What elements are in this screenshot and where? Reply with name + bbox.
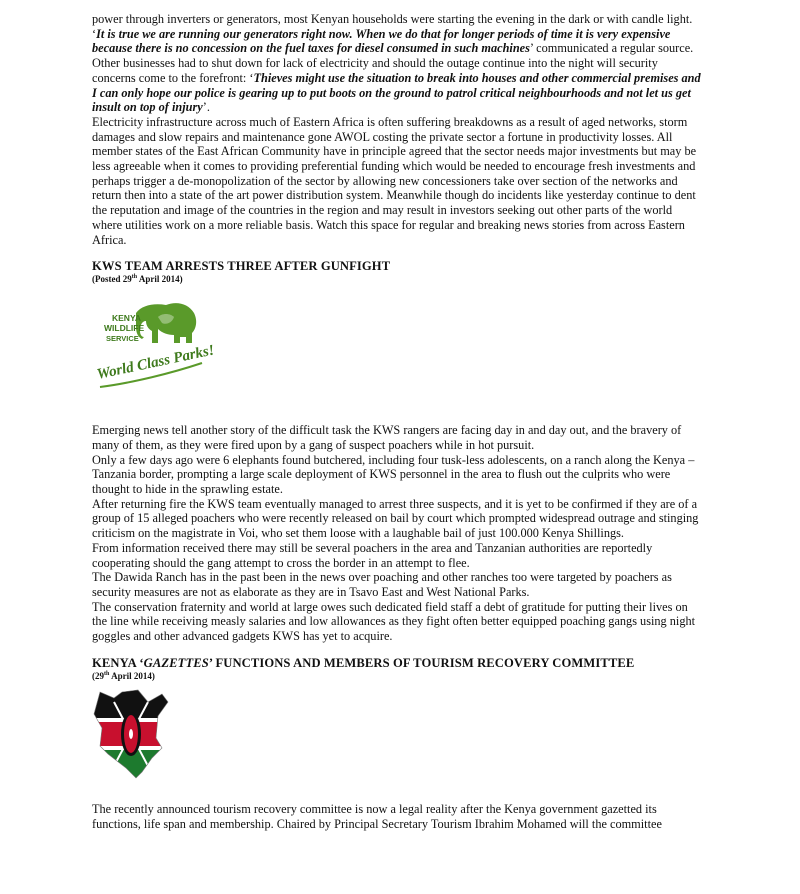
kws-paragraph: From information received there may still be several poachers in the area and Tanzanian authorities are reportedly cooperating should the gang attempt to cross the border in an attempt to flee. (92, 540, 653, 570)
document-page (92, 12, 704, 831)
kws-article-title: KWS TEAM ARRESTS THREE AFTER GUNFIGHT (92, 259, 391, 274)
kws-posted-sup: th (131, 274, 138, 281)
kenya-wildlife-service-logo (92, 291, 704, 403)
tourism-title-post: ’ FUNCTIONS AND MEMBERS OF TOURISM RECOVERY COMMITTEE (208, 655, 635, 670)
kws-paragraph: After returning fire the KWS team eventually managed to arrest three suspects, and it is yet to be confirmed if they are of a group of 15 alleged poachers who were recently released on bail by court which prompted widespread outrage and stinging criticism on the magistrate in Voi, who set them loose with a laughable bail of just 100.000 Kenya Shillings. (92, 496, 699, 541)
tourism-article-title (92, 656, 704, 671)
quote-text: Thieves might use the situation to break into houses and other commercial premises and I can only hope our police is gearing up to put boots on the ground to patrol critical neighbourhoods and not let us get insult on top of injury (92, 70, 701, 115)
kws-posted-post: April 2014) (137, 274, 183, 285)
kws-posted-pre: (Posted 29 (92, 274, 132, 285)
tourism-paragraph: The recently announced tourism recovery committee is now a legal reality after the Kenya government gazetted its functions, life span and membership. Chaired by Principal Secretary Tourism Ibrahim Mohamed will the committee (92, 801, 662, 831)
quote-text: It is true we are running our generators right now. When we do that for longer periods of time it is very expensive because there is no concession on the fuel taxes for diesel consumed in such machines (92, 26, 671, 56)
kenya-flag-map-graphic (92, 688, 172, 780)
tourism-title-pre: KENYA ‘ (92, 655, 144, 670)
tourism-posted-sup: th (104, 670, 110, 677)
kws-paragraph: Only a few days ago were 6 elephants found butchered, including four tusk-less adolescents, on a ranch along the Kenya – Tanzania border, prompting a large scale deployment of KWS personnel in the area to flush out the culprits who were thought to hide in the sprawling estate. (92, 452, 695, 497)
tourism-posted-post: April 2014) (109, 670, 155, 681)
tourism-posted-pre: (29 (92, 670, 104, 681)
body-text: ’. (202, 100, 210, 115)
kenya-flag-map-icon (92, 688, 704, 784)
body-text: ’ communicated a regular source. Other businesses had to shut down for lack of electricity and should the outage continue into the night will security concerns come to the forefront: ‘ (92, 41, 694, 85)
logo-line2: WILDLIFE (104, 323, 145, 334)
logo-line1: KENYA (112, 313, 141, 324)
logo-line3: SERVICE (106, 334, 139, 344)
intro-paragraph-1 (92, 12, 704, 115)
kws-article (92, 259, 704, 644)
kws-paragraph: The conservation fraternity and world at large owes such dedicated field staff a debt of gratitude for putting their lives on the line while receiving measly salaries and low allowances as they fight often better equipped poaching gangs using night goggles and other advanced gadgets KWS has yet to acquire. (92, 599, 696, 644)
intro-paragraph-2: Electricity infrastructure across much of Eastern Africa is often suffering breakdowns as a result of aged networks, storm damages and slow repairs and maintenance gone AWOL costing the private sector a fortune in productivity losses. All member states of the East African Community have in principle agreed that the sector needs major investments but may be less agreeable when it comes to providing preferential funding which would be needed to encourage fresh investments and perhaps trigger a de-monopolization of the sector by allowing new concessioners take over section of the networks and return then into a state of the art power distribution system. Meanwhile though do incidents like yesterday continue to dent the reputation and image of the countries in the region and may result in investors seeking out other parts of the world where utilities work on a more reliable basis. Watch this space for regular and breaking news stories from across Eastern Africa. (92, 114, 697, 247)
kws-paragraph: Emerging news tell another story of the difficult task the KWS rangers are facing day in and day out, and the bravery of many of them, as they were fired upon by a gang of suspect poachers while in hot pursuit. (92, 423, 682, 452)
tourism-posted-date (92, 671, 704, 682)
body-text: power through inverters or generators, most Kenyan households were starting the evening in the dark or with candle light. ‘ (92, 12, 693, 41)
kws-logo-graphic (92, 291, 222, 395)
kws-posted-date (92, 274, 704, 285)
kws-paragraph: The Dawida Ranch has in the past been in the news over poaching and other ranches too were targeted by poachers as security measures are not as elaborate as they are in Tsavo East and West National Parks. (92, 570, 672, 599)
kws-article-body (92, 423, 704, 644)
tourism-article (92, 656, 704, 831)
elephant-icon (136, 303, 196, 343)
tourism-title-italic: GAZETTES (143, 655, 209, 670)
logo-slogan: World Class Parks! (95, 342, 216, 384)
